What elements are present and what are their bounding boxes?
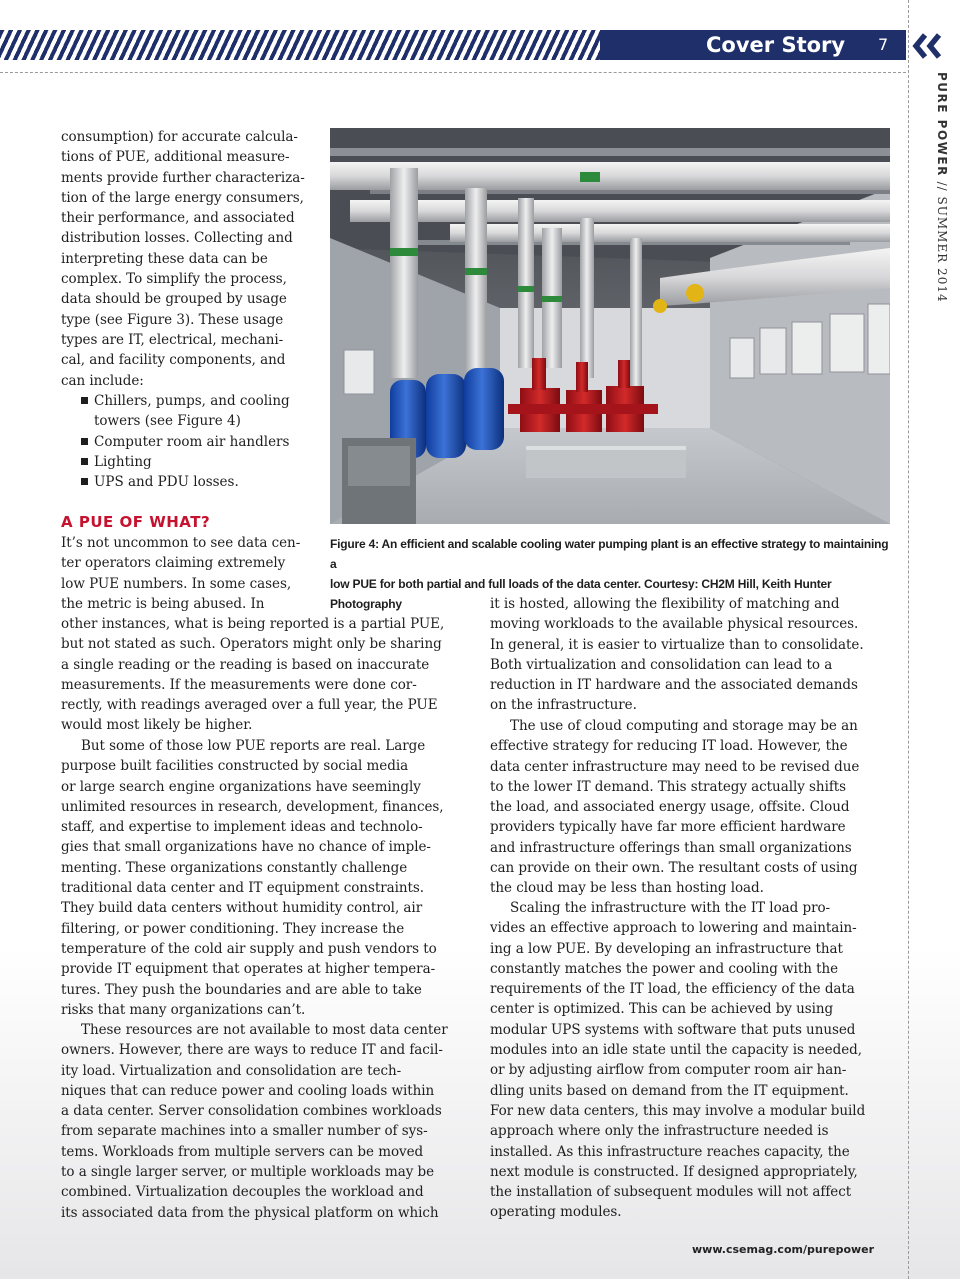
side-brand: PURE POWER: [935, 72, 949, 177]
list-item: UPS and PDU losses.: [78, 472, 318, 492]
header-divider: [0, 72, 906, 73]
paragraph-pue-intro: It’s not uncommon to see data cen- ter operators claiming extremely low PUE numbers. In some cases, the metric is being abused. In: [61, 535, 301, 612]
usage-type-list: [78, 391, 318, 492]
side-running-title: [935, 72, 949, 303]
paragraph-low-pue: But some of those low PUE reports are real. Large purpose built facilities constructed by social media or large search engine organizations have seemingly unlimited resources in research, development, finances, staff, and expertise to implement ideas and technolo- gies that small organizations have no chance of imple- menting. These organizations constantly challenge traditional data center and IT equipment constraints. They build data centers without humidity control, air filtering, or power conditioning. They increase the temperature of the cold air supply and push vendors to provide IT equipment that operates at higher tempera- tures. They push the boundaries and are able to take risks that many organizations can’t.: [61, 738, 444, 1018]
paragraph-scaling: Scaling the infrastructure with the IT load pro- vides an effective approach to lowering and maintain- ing a low PUE. By developing an infrastructure that constantly matches the power and cooling with the requirements of the IT load, the efficiency of the data center is optimized. This can be achieved by using modular UPS systems with software that puts unused modules into an idle state until the capacity is needed, or by adjusting airflow from computer room air han- dling units based on demand from the IT equipment. For new data centers, this may involve a modular build approach where only the infrastructure needed is installed. As this infrastructure reaches capacity, the next module is constructed. If designed appropriately, the installation of subsequent modules will not affect operating modules.: [490, 900, 866, 1221]
paragraph-resources: These resources are not available to most data center owners. However, there are ways to reduce IT and facil- ity load. Virtualization and consolidation are tech- niques that can reduce power and cooling loads within a data center. Server consolidation combines workloads from separate machines into a smaller number of sys- tems. Workloads from multiple servers can be moved to a single larger server, or multiple workloads may be combined. Virtualization decouples the workload and its associated data from the physical platform on which: [61, 1022, 448, 1221]
paragraph-pue-continued: other instances, what is being reported is a partial PUE, but not stated as such. Operators might only be sharing a single reading or the reading is based on inaccurate measurements. If the measurements were done cor- rectly, with readings averaged over a full year, the PUE would most likely be higher.: [61, 616, 445, 734]
figure-4-photo: [330, 128, 890, 524]
margin-divider: [908, 0, 909, 1279]
list-item: Chillers, pumps, and cooling towers (see Figure 4): [78, 391, 318, 432]
paragraph-cloud: The use of cloud computing and storage may be an effective strategy for reducing IT load. However, the data center infrastructure may need to be revised due to the lower IT demand. This strategy actually shifts the load, and associated energy usage, offsite. Cloud providers typically have far more efficient hardware and infrastructure offerings than small organizations can provide on their own. The resultant costs of using the cloud may be less than hosting load.: [490, 718, 860, 897]
double-chevron-left-icon[interactable]: [912, 33, 946, 63]
figure-caption: Figure 4: An efficient and scalable cooling water pumping plant is an effective strategy to maintaining a low PUE for both partial and full loads of the data center. Courtesy: CH2M Hill, Keith Hunter Photography: [330, 537, 889, 611]
list-item: Computer room air handlers: [78, 432, 318, 452]
section-title: Cover Story: [706, 33, 846, 57]
footer-url-link[interactable]: www.csemag.com/purepower: [692, 1243, 875, 1256]
section-heading: A PUE OF WHAT?: [61, 513, 211, 531]
paragraph-hosting: it is hosted, allowing the flexibility of matching and moving workloads to the available physical resources. In general, it is easier to virtualize than to consolidate. Both virtualization and consolidation can lead to a reduction in IT hardware and the associated demands on the infrastructure.: [490, 596, 864, 714]
side-issue: // SUMMER 2014: [935, 176, 949, 303]
list-item: Lighting: [78, 452, 318, 472]
page-number: 7: [878, 35, 889, 54]
intro-paragraph: consumption) for accurate calcula- tions of PUE, additional measure- ments provide further characteriza- tion of the large energy consumers, their performance, and associated distribution losses. Collecting and interpreting these data can be complex. To simplify the process, data should be grouped by usage type (see Figure 3). These usage types are IT, electrical, mechani- cal, and facility components, and can include:: [61, 129, 305, 389]
